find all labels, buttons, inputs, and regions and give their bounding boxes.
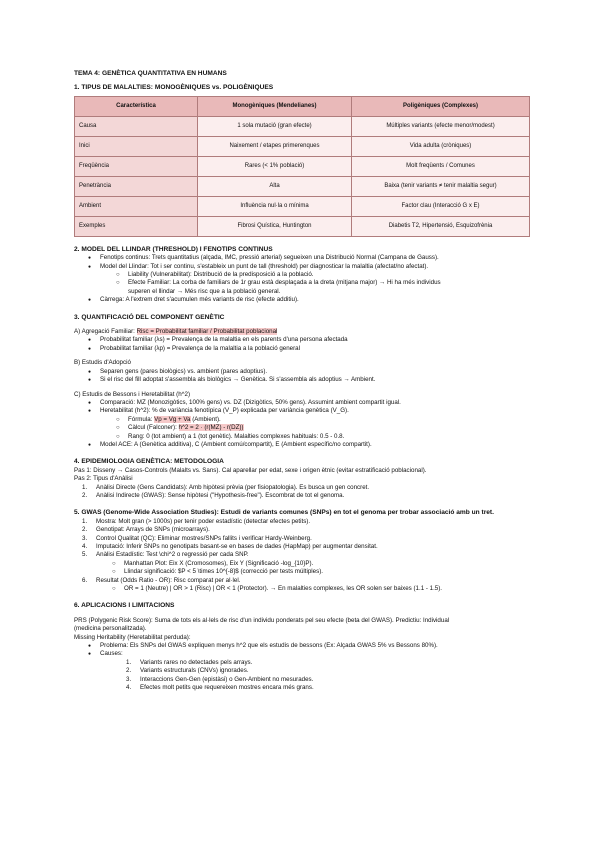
comparison-table: [74, 96, 530, 237]
sub-list-item: 1. Variants rares no detectades pels arrays.: [126, 658, 253, 666]
list-item-text: Control Qualitat (QC): Eliminar mostres/SNPs fallits i verificar Hardy-Weinberg.: [96, 534, 312, 542]
list-item: 2. Genotipat: Arrays de SNPs (microarrays).: [82, 526, 210, 534]
list-item: 2. Anàlisi Indirecte (GWAS): Sense hipòtesi ("Hypothesis-free"). Escombrat de tot el genoma.: [82, 491, 345, 499]
document-title: TEMA 4: GENÈTICA QUANTITATIVA EN HUMANS: [74, 70, 227, 77]
section-2-heading: 2. MODEL DEL LLINDAR (THRESHOLD) I FENOTIPS CONTINUS: [74, 245, 273, 253]
sub-list: [100, 659, 530, 693]
list-item-text: Causes:: [100, 650, 123, 658]
list-item: ● Si el risc del fill adoptat s'assembla als biològics → Genètica. Si s'assembla als adoptius → Ambient.: [100, 376, 530, 384]
sub-list-item: [128, 416, 530, 424]
sub-list-item: 3. Interaccions Gen-Gen (epistàsi) o Gen-Ambient no mesurades.: [126, 675, 314, 683]
list-item-text: Càlcul (Falconer):: [128, 424, 179, 432]
paragraph-line: PRS (Polygenic Risk Score): Suma de tots els al·lels de risc d'un individu ponderats pel seu efecte (beta del GWAS). Predictiu: Individual: [74, 616, 450, 624]
list-item-text: Genotipat: Arrays de SNPs (microarrays).: [96, 526, 210, 534]
section-5-heading: 5. GWAS (Genome-Wide Association Studies): Estudi de variants comunes (SNPs) en tot el genoma per trobar associació amb un tret.: [74, 509, 494, 517]
subsection-c-label: C) Estudis de Bessons i Heretabilitat (h^2): [74, 390, 191, 398]
table-row: [75, 196, 530, 216]
section-3-heading: 3. QUANTIFICACIÓ DEL COMPONENT GENÈTIC: [74, 313, 225, 321]
table-row: [75, 216, 530, 236]
subsection-b-label: B) Estudis d'Adopció: [74, 359, 131, 367]
list-item: 6. Resultat (Odds Ratio - OR): Risc comparat per al·lel. ○ OR = 1 (Neutre) | OR > 1 (Risc) | OR < 1 (Protector). → En malalties complexes, les OR solen ser baixes (1.1 - 1.5).: [96, 577, 530, 594]
table-cell: Exemples: [75, 216, 198, 236]
list-item-text: (Ambient).: [190, 415, 221, 423]
subsection-a-list: [74, 336, 530, 353]
list-item: ● Comparació: MZ (Monozigòtics, 100% gens) vs. DZ (Dizigòtics, 50% gens). Assumint ambient compartit igual.: [100, 399, 530, 407]
list-item: 1. Anàlisi Directe (Gens Candidats): Amb hipòtesi prèvia (per fisiopatologia). Es busca un gen concret.: [82, 483, 370, 491]
table-row: [75, 116, 530, 136]
table-cell: Penetrància: [75, 176, 198, 196]
sub-list-item: ○ Liability (Vulnerabilitat): Distribució de la predisposició a la població.: [128, 271, 530, 279]
table-cell: Baixa (tenir variants ≠ tenir malaltia segur): [352, 176, 530, 196]
table-header-row: [75, 96, 530, 116]
list-item: ● Fenotips continus: Trets quantitatius (alçada, IMC, pressió arterial) segueixen una Distribució Normal (Campana de Gauss).: [100, 254, 530, 262]
section-4-list: [74, 484, 530, 501]
list-item: [100, 263, 530, 297]
table-cell: Freqüència: [75, 156, 198, 176]
sub-list: [96, 585, 530, 593]
table-cell: Inici: [75, 136, 198, 156]
sub-list-item: ○ Manhattan Plot: Eix X (Cromosomes), Eix Y (Significació -log_{10}P).: [124, 560, 530, 568]
table-cell: Factor clau (Interacció G x E): [352, 196, 530, 216]
sub-list: [100, 416, 530, 441]
list-item-text: Model del Llindar: Tot i ser continu, s'estableix un punt de tall (threshold) per diagnosticar la malaltia (afectat/no afectat).: [100, 262, 429, 270]
list-item-text: Fórmula:: [128, 415, 155, 423]
table-cell: 1 sola mutació (gran efecte): [198, 116, 352, 136]
section-4-heading: 4. EPIDEMIOLOGIA GENÈTICA: METODOLOGIA: [74, 458, 224, 466]
list-item: [100, 407, 530, 441]
section-5-list: [74, 518, 530, 594]
list-item-text: Interaccions Gen-Gen (epistàsi) o Gen-Ambient no mesurades.: [140, 675, 314, 683]
table-row: [75, 136, 530, 156]
sub-list: [96, 560, 530, 577]
sub-list-item: ○ OR = 1 (Neutre) | OR > 1 (Risc) | OR < 1 (Protector). → En malalties complexes, les OR solen ser baixes (1.1 - 1.5).: [124, 585, 530, 593]
sub-list-item: 2. Variants estructurals (CNVs) ignorades.: [126, 667, 249, 675]
subsection-c-list: [74, 399, 530, 449]
list-item-text: Efecte Familiar: La corba de familiars de 1r grau està desplaçada a la dreta (mitjana major) → Hi ha més individus: [128, 279, 441, 287]
section-6-list: [74, 642, 530, 692]
table-cell: Rares (< 1% població): [198, 156, 352, 176]
table-header-cell: Monogèniques (Mendelianes): [198, 96, 352, 116]
table-cell: Molt freqüents / Comunes: [352, 156, 530, 176]
table-header-cell: Característica: [75, 96, 198, 116]
sub-list-item: [128, 424, 530, 432]
subsection-a: [74, 328, 530, 336]
table-cell: Influència nul·la o mínima: [198, 196, 352, 216]
subsection-b-list: [74, 368, 530, 385]
list-item-text: superen el llindar → Més risc que a la població general.: [128, 287, 281, 295]
sub-list-item: ○ Rang: 0 (tot ambient) a 1 (tot genètic). Malalties complexes habituals: 0.5 - 0.8.: [128, 433, 530, 441]
table-cell: Vida adulta (cròniques): [352, 136, 530, 156]
list-item-text: Efectes molt petits que requereixen mostres encara més grans.: [140, 684, 314, 692]
risk-formula: Risc = Probabilitat familiar / Probabilitat poblacional: [136, 328, 278, 336]
variance-formula: Vp = Vg + Va: [154, 415, 191, 423]
table-cell: Fibrosi Quística, Huntington: [198, 216, 352, 236]
section-6-heading: 6. APLICACIONS I LIMITACIONS: [74, 602, 175, 610]
list-item-text: Imputació: Inferir SNPs no genotipats basant-se en bases de dades (HapMap) per augmentar densitat.: [96, 543, 378, 550]
table-cell: Ambient: [75, 196, 198, 216]
list-item: ● Separen gens (pares biològics) vs. ambient (pares adoptius).: [100, 368, 530, 376]
paragraph: [74, 617, 530, 634]
list-item-text: Mostra: Molt gran (> 1000s) per tenir poder estadístic (detectar efectes petits).: [96, 517, 311, 525]
sub-list-item: ○ Llindar significació: $P < 5 \times 10^{-8}$ (correcció per tests múltiples).: [124, 568, 530, 576]
table-cell: Causa: [75, 116, 198, 136]
falconer-formula: h^2 = 2 · (r(MZ) - r(DZ)): [178, 424, 244, 432]
table-header-cell: Poligèniques (Complexes): [352, 96, 530, 116]
table-row: [75, 156, 530, 176]
paragraph: Pas 1: Disseny → Casos-Controls (Malalts vs. Sans). Cal aparellar per edat, sexe i origen ètnic (evitar estratificació poblacional).: [74, 466, 427, 474]
list-item-text: Anàlisi Directe (Gens Candidats): Amb hipòtesi prèvia (per fisiopatologia). Es busca un gen concret.: [96, 483, 370, 491]
list-item-text: Resultat (Odds Ratio - OR): Risc comparat per al·lel.: [96, 576, 241, 584]
sub-list: [100, 271, 530, 296]
document-page: [74, 70, 530, 693]
list-item: ● Càrrega: A l'extrem dret s'acumulen més variants de risc (efecte additiu).: [100, 296, 530, 304]
sub-list-item: [128, 279, 530, 296]
list-item: ● Model ACE: A (Genètica additiva), C (Ambient comú/compartit), E (Ambient específic/no compartit).: [100, 441, 530, 449]
table-row: [75, 176, 530, 196]
table-cell: Múltiples variants (efecte menor/modest): [352, 116, 530, 136]
subsection-a-label: A) Agregació Familiar:: [74, 328, 137, 336]
list-item: 5. Anàlisi Estadístic: Test \chi^2 o regressió per cada SNP. ○ Manhattan Plot: Eix X (Cromosomes), Eix Y (Significació -log_{10}P). ○ Llindar significació: $P < 5 \times 10^{-8}$ (correcció per tests múltiples).: [96, 551, 530, 576]
list-item: ● Probabilitat familiar (λs) = Prevalença de la malaltia en els parents d'una persona afectada: [100, 336, 530, 344]
table-cell: Alta: [198, 176, 352, 196]
table-cell: Naixement / etapes primerenques: [198, 136, 352, 156]
list-item-text: Variants rares no detectades pels arrays.: [140, 658, 253, 666]
section-1-heading: 1. TIPUS DE MALALTIES: MONOGÈNIQUES vs. POLIGÈNIQUES: [74, 84, 274, 92]
paragraph-line: (medicina personalitzada).: [74, 625, 147, 633]
list-item: ● Problema: Els SNPs del GWAS expliquen menys h^2 que els estudis de bessons (Ex: Alçada GWAS 5% vs Bessons 80%).: [100, 642, 530, 650]
list-item-text: Anàlisi Estadístic: Test \chi^2 o regressió per cada SNP.: [96, 551, 249, 559]
table-cell: Diabetis T2, Hipertensió, Esquizofrènia: [352, 216, 530, 236]
section-2-list: [74, 254, 530, 304]
list-item: ● Probabilitat familiar (λp) = Prevalença de la malaltia a la població general: [100, 345, 530, 353]
list-item: 3. Control Qualitat (QC): Eliminar mostres/SNPs fallits i verificar Hardy-Weinberg.: [82, 534, 312, 542]
list-item-text: Heretabilitat (h^2): % de variància fenotípica (V_P) explicada per variància genètica (V_G).: [100, 407, 349, 415]
paragraph: Missing Heritability (Heretabilitat perduda):: [74, 633, 191, 641]
list-item: 4. Imputació: Inferir SNPs no genotipats basant-se en bases de dades (HapMap) per augmentar densitat.: [82, 543, 378, 550]
sub-list-item: 4. Efectes molt petits que requereixen mostres encara més grans.: [126, 684, 314, 692]
list-item-text: Anàlisi Indirecte (GWAS): Sense hipòtesi ("Hypothesis-free"). Escombrat de tot el genoma.: [96, 491, 345, 499]
list-item: [100, 650, 530, 692]
paragraph: Pas 2: Tipus d'Anàlisi: [74, 475, 133, 483]
list-item-text: Variants estructurals (CNVs) ignorades.: [140, 667, 249, 675]
list-item: 1. Mostra: Molt gran (> 1000s) per tenir poder estadístic (detectar efectes petits).: [82, 517, 311, 525]
